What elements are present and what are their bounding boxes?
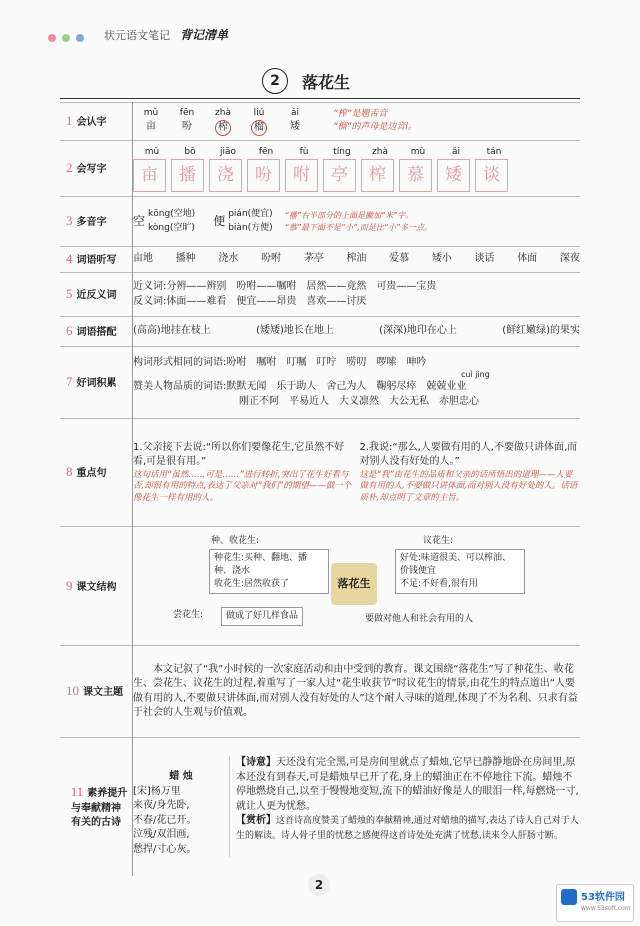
content-structure [133,527,581,646]
dictation-word: 体面 [517,253,538,265]
row-synonyms [60,273,580,317]
write-char [361,146,399,192]
char-box: 谈 [475,159,508,192]
row-dictation [60,247,580,273]
recognize-char [277,107,313,136]
char-pinyin: jiāo [219,146,237,157]
label-theme: 10 课文主题 [60,646,133,738]
char-pinyin: mù [410,146,426,157]
char-pinyin: ǎi [290,107,299,118]
dictation-words [133,252,580,267]
write-grid [133,146,580,192]
recognize-char [205,107,241,136]
content-collocation [133,317,581,347]
content-theme: 本文记叙了“我”小时候的一次家庭活动和由中受到的教育。课文围绕“落花生”写了种花生、收花生、尝花生、议花生的过程,着重写了一家人过“花生收获节”时议花生的情景,由花生的特点道出“人要做有用的人,不要做只讲体面,而对别人没有好处的人”这个耐人寻味的道理,体现了不为名利、只求有益于社会的人生观与价值观。 [133,646,581,738]
write-char [247,146,285,192]
structure-diagram: 种、收花生: 种花生:买种、翻地、播种、浇水 收花生:居然收获了 落花生 议花生: 好处:味道很美、可以榨油、价钱便宜 不足:不好看,很有用 尝花生: 做成了好几样食品 要做对他人和社会有用的人 [133,527,580,645]
collocation-item: (深深)地印在心上 [379,325,457,337]
recognize-char [241,107,277,136]
content-dictation [133,247,581,273]
logo-icon [561,889,577,905]
label-good-words: 7 好词积累 [60,347,133,419]
char-text: 亩 [146,121,156,133]
poem-line: 泣残/双泪画, [133,829,190,841]
poem-line: 不春/花已开。 [133,814,197,826]
content-key-sentences [133,419,581,527]
sentence-2: 2.我说:“那么,人要做有用的人,不要做只讲体面,而对别人没有好处的人。” 这是“我”由花生的品质和父亲的话所悟出的道理——人要做有用的人,不要做只讲体面,而对别人没有好处的人。话语质朴,却点明了文章的主旨。 [359,441,578,503]
write-char [171,146,209,192]
dictation-word: 茅亭 [303,253,324,265]
write-char [209,146,247,192]
series-subtitle: 背记清单 [180,28,229,42]
label-dictation: 4 词语听写 [60,247,133,273]
char-pinyin: zhà [215,107,231,118]
char-box: 浇 [209,159,242,192]
char-pinyin: bō [184,146,196,157]
lesson-heading [262,68,350,94]
dictation-word: 吩咐 [261,253,282,265]
poem-line: 来夜/身先卧, [133,800,190,812]
dictation-word: 浇水 [218,253,239,265]
char-pinyin: liú [253,107,265,118]
content-poem [133,738,581,876]
collocation-item: (矮矮)地长在地上 [256,325,334,337]
char-text: 吩 [182,121,192,133]
char-pinyin: tíng [333,146,351,157]
page-header [0,0,640,48]
char-pinyin: fēn [258,146,274,157]
char-box: 亩 [133,159,166,192]
content-polyphone: 空 kōng(空地) kòng(空旷) 便 pián(便宜) biàn(方便) “播”右半部分的上面是撇加“米”字。 “慕”最下面不是“小”,而是比“小”多一点。 [133,197,581,247]
char-pinyin: tán [486,146,502,157]
write-char [437,146,475,192]
row-key-sentences [60,419,580,527]
char-pinyin: mǔ [143,107,159,118]
char-box: 咐 [285,159,318,192]
dot-green [62,34,70,42]
row-collocation [60,317,580,347]
write-char [399,146,437,192]
dictation-word: 爱慕 [389,253,410,265]
site-logo: 53软件园 www.53soft.com [556,884,634,922]
row-polyphone [60,197,580,247]
label-poem: 11 素养提升 与奉献精神 有关的古诗 [60,738,133,876]
char-pinyin: ǎi [451,146,460,157]
char-box: 慕 [399,159,432,192]
recognize-char [169,107,205,136]
row-recognize [60,103,580,141]
char-pinyin: zhà [372,146,388,157]
page-number: 2 [308,874,330,896]
structure-center: 落花生 [331,563,377,605]
char-pinyin: mǔ [144,146,160,157]
char-box: 播 [171,159,204,192]
series-title: 状元语文笔记 [104,29,170,42]
dictation-word: 矮小 [431,253,452,265]
dictation-word: 亩地 [133,253,153,265]
lesson-number: 2 [262,68,288,94]
top-rule [60,98,580,99]
char-pinyin: fù [299,146,309,157]
dictation-word: 谈话 [474,253,495,265]
polyphone-notes: “播”右半部分的上面是撇加“米”字。 “慕”最下面不是“小”,而是比“小”多一点。 [284,210,433,232]
content-write [133,141,581,197]
char-box: 榨 [361,159,394,192]
char-box: 矮 [437,159,470,192]
content-recognize [133,103,581,141]
collocation-item: (高高)地挂在枝上 [133,325,211,337]
label-key-sentences: 8 重点句 [60,419,133,527]
poem-text: 蜡 烛 [宋]杨万里 来夜/身先卧, 不春/花已开。 泣残/双泪画, 愁捍/寸心灰。 [133,756,229,857]
row-structure [60,527,580,646]
row-theme [60,646,580,738]
char-pinyin: fēn [179,107,195,118]
char-text: 榨 [215,120,231,136]
dictation-word: 深夜 [559,253,580,265]
dot-blue [76,34,84,42]
lesson-title: 落花生 [302,72,351,92]
label-recognize: 1 会认字 [60,103,133,141]
recognize-char [133,107,169,136]
collocation-item: (鲜红嫩绿)的果实 [502,325,580,337]
collocation-items [133,324,580,339]
sentence-1: 1.父亲接下去说:“所以你们要像花生,它虽然不好看,可是很有用。” 这句话用“虽然……可是……”进行转折,突出了花生好看与否,却很有用的特点,表达了父亲对“我们”的期望——做一个像花生一样有用的人。 [133,441,352,503]
dictation-word: 榨油 [346,253,367,265]
label-write: 2 会写字 [60,141,133,197]
row-write [60,141,580,197]
recognize-notes: “榨”是翘舌音 “榴”的声母是边音l。 [333,109,417,133]
row-poem [60,738,580,876]
label-polyphone: 3 多音字 [60,197,133,247]
label-structure: 9 课文结构 [60,527,133,646]
write-char [323,146,361,192]
content-good-words: 构词形式相同的词语:吩咐 嘱咐 叮嘱 叮咛 唠叨 啰嗦 呻吟 cuì jìng 赞美人物品质的词语:默默无闻 乐于助人 舍己为人 鞠躬尽瘁 兢兢业业 刚正不阿 平易近人 大义凛然 大公无私 赤胆忠心 [133,347,581,419]
recognize-chars [133,107,313,136]
label-synonyms: 5 近反义词 [60,273,133,317]
write-char [285,146,323,192]
content-synonyms: 近义词:分辨——辨别 吩咐——嘱咐 居然——竟然 可贵——宝贵 反义词:体面——难看 便宜——昂贵 喜欢——讨厌 [133,273,581,317]
char-text: 矮 [290,121,300,133]
row-good-words [60,347,580,419]
char-box: 亭 [323,159,356,192]
char-text: 榴 [251,120,267,136]
dictation-word: 播种 [175,253,196,265]
dot-pink [48,34,56,42]
header-dots [48,30,90,44]
poem-line: 愁捍/寸心灰。 [133,843,197,855]
write-char [133,146,171,192]
char-box: 吩 [247,159,280,192]
summary-table [60,102,580,876]
write-char [475,146,513,192]
label-collocation: 6 词语搭配 [60,317,133,347]
poem-notes: 【诗意】天还没有完全黑,可是房间里就点了蜡烛,它早已静静地卧在房间里,原本还没有到春天,可是蜡烛早已开了花,身上的蜡油正在不停地往下流。蜡烛不停地燃烧自己,以至于慢慢地变短,流下的蜡油好像是人的眼泪一样,每燃烧一寸,就让人更为忧愁。 【赏析】这首诗高度赞美了蜡烛的奉献精神,通过对蜡烛的描写,表达了诗人自己对于人生的解读。诗人骨子里的忧愁之感便得这首诗处处充满了忧愁,读来令人肝肠寸断。 [229,756,580,857]
